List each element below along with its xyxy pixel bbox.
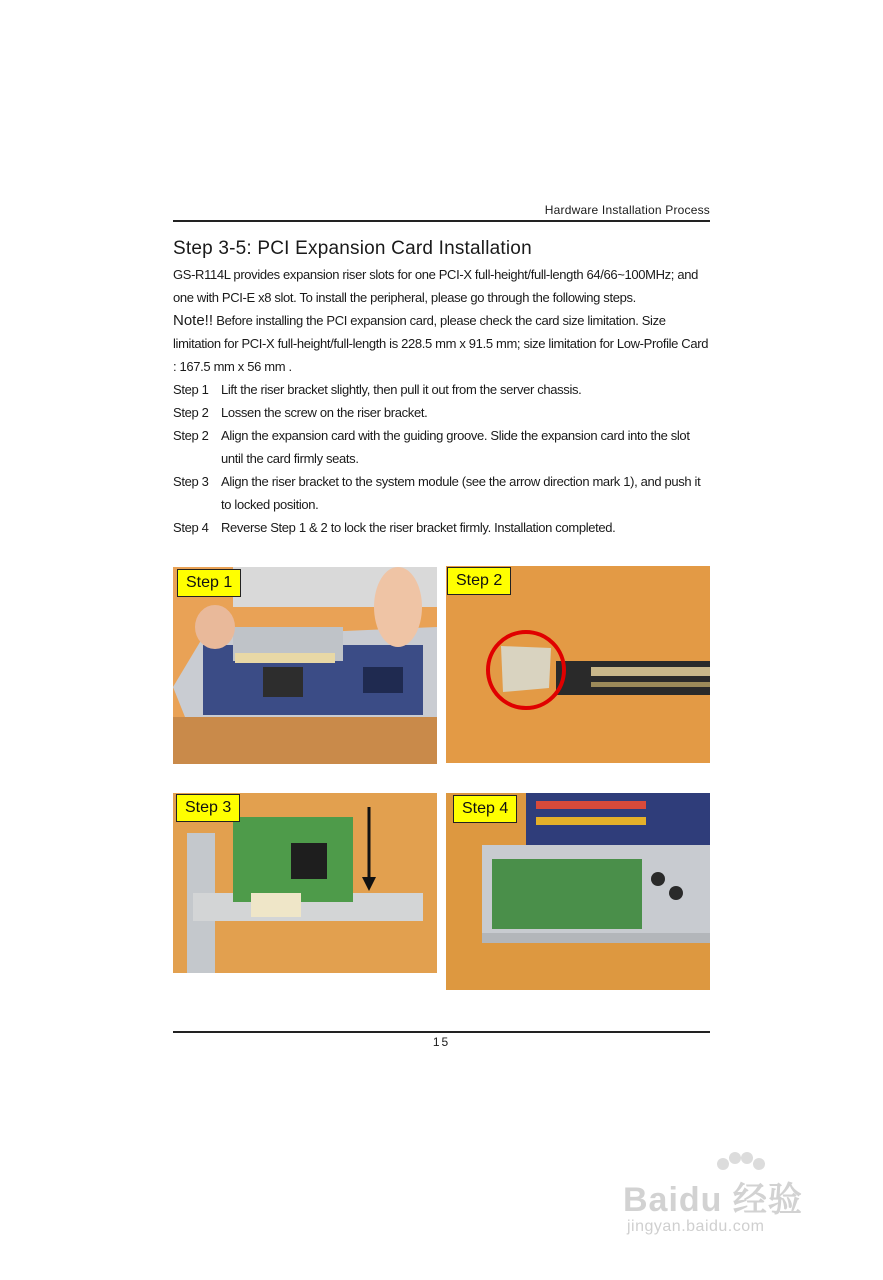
- step-text: Align the riser bracket to the system module (see the arrow direction mark 1), and push it to locked position.: [221, 474, 701, 512]
- step-label: Step 2: [173, 405, 209, 420]
- step-label: Step 2: [173, 428, 209, 443]
- step-2-photo: [446, 566, 710, 763]
- step-1-photo: [173, 567, 437, 764]
- step-text: Align the expansion card with the guiding groove. Slide the expansion card into the slot until the card firmly seats.: [221, 428, 690, 466]
- page-number: 15: [432, 1035, 451, 1049]
- section-title: Step 3-5: PCI Expansion Card Installation: [173, 238, 532, 259]
- step-label: Step 4: [173, 520, 209, 535]
- header-rule: [173, 220, 710, 222]
- step-text: Lossen the screw on the riser bracket.: [221, 405, 428, 420]
- step-4-photo: [446, 793, 710, 990]
- note-paragraph: [173, 309, 710, 378]
- step-1-label: Step 1: [177, 569, 241, 597]
- running-header: Hardware Installation Process: [544, 203, 710, 217]
- step-label: Step 3: [173, 474, 209, 489]
- step-4-label: Step 4: [453, 795, 517, 823]
- baidu-watermark: [623, 1150, 843, 1250]
- step-3-photo: [173, 793, 437, 973]
- step-item: [173, 401, 710, 424]
- watermark-brand: Baidu 经验: [623, 1181, 803, 1219]
- step-label: Step 1: [173, 382, 209, 397]
- step-3-label: Step 3: [176, 794, 240, 822]
- body-text: [173, 263, 710, 539]
- step-text: Reverse Step 1 & 2 to lock the riser bracket firmly. Installation completed.: [221, 520, 616, 535]
- step-item: [173, 424, 710, 470]
- riser-bracket-illustration: [446, 566, 710, 763]
- intro-paragraph: GS-R114L provides expansion riser slots for one PCI-X full-height/full-length 64/66~100MHz; and one with PCI-E x8 slot. To install the peripheral, please go through the following steps.: [173, 267, 698, 305]
- step-2-label: Step 2: [447, 567, 511, 595]
- note-text: Before installing the PCI expansion card, please check the card size limitation. Size limitation for PCI-X full-height/full-length is 228.5 mm x 91.5 mm; size limitation for Low-Profile Card : 167.5 mm x 56 mm .: [173, 313, 709, 374]
- step-item: [173, 378, 710, 401]
- step-text: Lift the riser bracket slightly, then pull it out from the server chassis.: [221, 382, 582, 397]
- footer-rule: [173, 1031, 710, 1033]
- step-item: [173, 470, 710, 516]
- watermark-site: jingyan.baidu.com: [627, 1218, 765, 1235]
- step-item: [173, 516, 710, 539]
- note-prefix: Note!!: [173, 312, 214, 329]
